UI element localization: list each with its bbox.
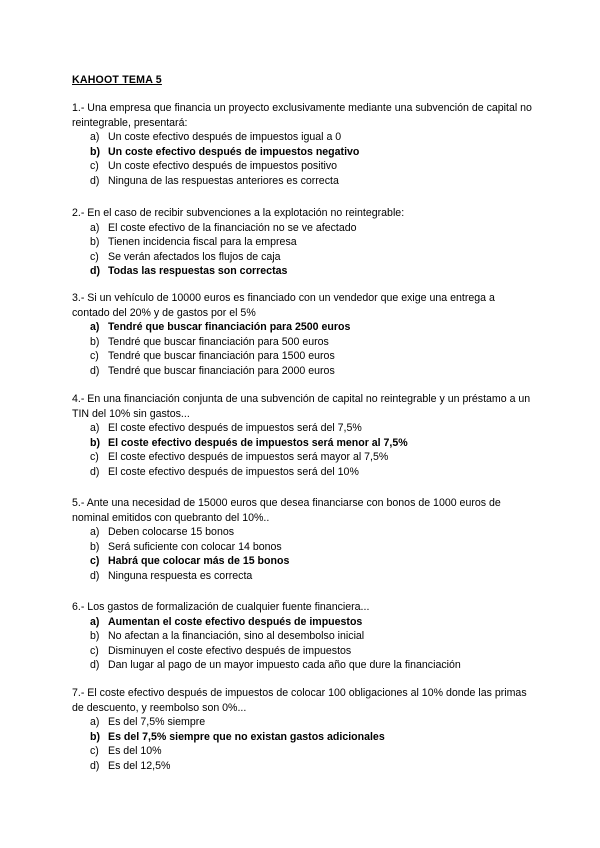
option-text: Todas las respuestas son correctas — [108, 265, 288, 277]
question-text: 6.- Los gastos de formalización de cualquier fuente financiera... — [72, 601, 370, 613]
answer-option — [72, 465, 532, 480]
option-letter: a) — [90, 716, 100, 728]
option-letter: b) — [90, 630, 100, 642]
option-letter: c) — [90, 350, 99, 362]
answer-list — [72, 320, 532, 378]
answer-option — [72, 658, 532, 673]
option-text: Un coste efectivo después de impuestos igual a 0 — [108, 131, 342, 143]
option-text: El coste efectivo después de impuestos será del 7,5% — [108, 422, 362, 434]
answer-option — [72, 569, 532, 584]
option-text: El coste efectivo después de impuestos será menor al 7,5% — [108, 436, 408, 449]
option-text: Habrá que colocar más de 15 bonos — [108, 555, 290, 567]
answer-option-correct — [72, 145, 532, 160]
option-letter: d) — [90, 759, 100, 772]
option-text: Se verán afectados los flujos de caja — [108, 250, 281, 263]
answer-list — [72, 130, 532, 188]
answer-list — [72, 221, 532, 279]
answer-option-correct — [72, 554, 532, 569]
option-text: Tendré que buscar financiación para 1500 euros — [108, 350, 335, 362]
answer-list — [72, 615, 532, 673]
option-text: Tendré que buscar financiación para 2500 euros — [108, 321, 351, 333]
option-text: Dan lugar al pago de un mayor impuesto cada año que dure la financiación — [108, 659, 461, 671]
answer-option-correct — [72, 320, 532, 335]
option-text: Aumentan el coste efectivo después de impuestos — [108, 615, 363, 628]
question-text: 2.- En el caso de recibir subvenciones a la explotación no reintegrable: — [72, 207, 405, 219]
document-title: KAHOOT TEMA 5 — [72, 74, 162, 86]
question-6 — [72, 600, 532, 673]
answer-option — [72, 759, 532, 774]
option-letter: c) — [90, 160, 99, 172]
option-text: Ninguna respuesta es correcta — [108, 569, 253, 582]
answer-list — [72, 715, 532, 773]
option-letter: c) — [90, 250, 99, 263]
option-text: Un coste efectivo después de impuestos negativo — [108, 145, 360, 158]
option-letter: b) — [90, 145, 100, 158]
option-letter: d) — [90, 364, 100, 377]
answer-option — [72, 235, 532, 250]
option-text: Tendré que buscar financiación para 500 euros — [108, 335, 329, 348]
question-1 — [72, 101, 532, 188]
question-2 — [72, 206, 532, 279]
answer-option-correct — [72, 436, 532, 451]
option-letter: a) — [90, 321, 100, 333]
option-text: Ninguna de las respuestas anteriores es correcta — [108, 174, 339, 187]
answer-option — [72, 450, 532, 465]
answer-option — [72, 174, 532, 189]
answer-list — [72, 525, 532, 583]
option-letter: b) — [90, 540, 100, 553]
question-text: 1.- Una empresa que financia un proyecto exclusivamente mediante una subvención de capital no reintegrable, presentará: — [72, 102, 532, 129]
answer-option — [72, 159, 532, 174]
answer-option — [72, 744, 532, 759]
option-letter: b) — [90, 730, 100, 743]
question-7 — [72, 686, 532, 773]
answer-list — [72, 421, 532, 479]
option-text: El coste efectivo después de impuestos será del 10% — [108, 465, 359, 478]
option-letter: c) — [90, 555, 100, 567]
option-letter: a) — [90, 422, 100, 434]
option-letter: d) — [90, 265, 100, 277]
option-letter: a) — [90, 615, 100, 628]
option-text: Tienen incidencia fiscal para la empresa — [108, 236, 297, 248]
option-text: Un coste efectivo después de impuestos positivo — [108, 160, 338, 172]
answer-option — [72, 540, 532, 555]
answer-option — [72, 421, 532, 436]
answer-option — [72, 644, 532, 659]
answer-option — [72, 349, 532, 364]
option-letter: a) — [90, 221, 100, 234]
option-text: Tendré que buscar financiación para 2000 euros — [108, 364, 335, 377]
answer-option — [72, 250, 532, 265]
answer-option — [72, 715, 532, 730]
option-letter: c) — [90, 745, 99, 757]
option-letter: a) — [90, 131, 100, 143]
option-text: El coste efectivo de la financiación no se ve afectado — [108, 221, 357, 234]
option-letter: c) — [90, 451, 99, 463]
answer-option — [72, 525, 532, 540]
question-text: 3.- Si un vehículo de 10000 euros es financiado con un vendedor que exige una entrega a contado del 20% y de gastos por el 5% — [72, 292, 495, 319]
option-letter: b) — [90, 436, 100, 449]
option-text: Es del 7,5% siempre — [108, 716, 206, 728]
option-letter: d) — [90, 174, 100, 187]
answer-option — [72, 221, 532, 236]
question-3 — [72, 291, 532, 378]
option-letter: d) — [90, 465, 100, 478]
option-letter: d) — [90, 659, 100, 671]
answer-option — [72, 364, 532, 379]
option-letter: b) — [90, 236, 100, 248]
question-text: 7.- El coste efectivo después de impuestos de colocar 100 obligaciones al 10% donde las primas de descuento, y reembolso son 0%... — [72, 687, 527, 714]
question-text: 4.- En una financiación conjunta de una subvención de capital no reintegrable y un préstamo a un TIN del 10% sin gastos... — [72, 393, 531, 420]
option-letter: b) — [90, 335, 100, 348]
option-text: Será suficiente con colocar 14 bonos — [108, 540, 282, 553]
option-text: El coste efectivo después de impuestos será mayor al 7,5% — [108, 451, 389, 463]
option-text: Deben colocarse 15 bonos — [108, 526, 235, 538]
option-letter: c) — [90, 644, 99, 657]
option-text: No afectan a la financiación, sino al desembolso inicial — [108, 630, 365, 642]
question-5 — [72, 496, 532, 583]
option-text: Es del 12,5% — [108, 759, 171, 772]
option-text: Es del 10% — [108, 745, 162, 757]
answer-option — [72, 629, 532, 644]
question-4 — [72, 392, 532, 479]
option-text: Es del 7,5% siempre que no existan gastos adicionales — [108, 730, 385, 743]
answer-option-correct — [72, 730, 532, 745]
option-letter: d) — [90, 569, 100, 582]
answer-option — [72, 335, 532, 350]
option-letter: a) — [90, 526, 100, 538]
question-text: 5.- Ante una necesidad de 15000 euros que desea financiarse con bonos de 1000 euros de nominal emitidos con quebranto del 10%.. — [72, 497, 501, 524]
answer-option-correct — [72, 264, 532, 279]
option-text: Disminuyen el coste efectivo después de impuestos — [108, 644, 352, 657]
answer-option-correct — [72, 615, 532, 630]
answer-option — [72, 130, 532, 145]
